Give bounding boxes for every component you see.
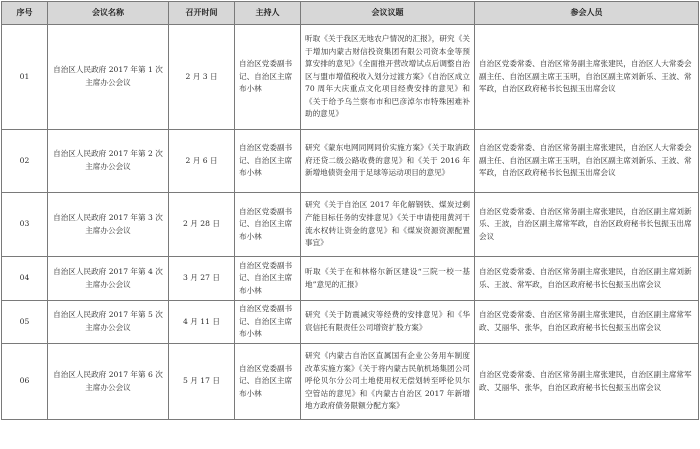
row-seq: 05	[2, 301, 48, 344]
header-date: 召开时间	[169, 2, 235, 25]
header-seq: 序号	[2, 2, 48, 25]
row-name: 自治区人民政府 2017 年第 1 次主席办公会议	[48, 25, 169, 130]
header-topics: 会议议题	[301, 2, 475, 25]
row-name: 自治区人民政府 2017 年第 4 次主席办公会议	[48, 257, 169, 301]
row-seq: 01	[2, 25, 48, 130]
row-topics: 研究《蒙东电网同网同价实施方案》《关于取消政府还贷二级公路收费的意见》和《关于 2016 年新增地债资金用于足球等运动项目的意见》	[301, 130, 475, 193]
row-host: 自治区党委副书记、自治区主席布小林	[235, 25, 301, 130]
row-attendees: 自治区党委常委、自治区常务副主席张建民，自治区副主席常军政、艾丽华、张华，自治区政府秘书长包振玉出席会议	[475, 344, 699, 420]
row-host: 自治区党委副书记、自治区主席布小林	[235, 344, 301, 420]
row-date: 2 月 28 日	[169, 193, 235, 257]
row-seq: 04	[2, 257, 48, 301]
row-name: 自治区人民政府 2017 年第 6 次主席办公会议	[48, 344, 169, 420]
row-date: 5 月 17 日	[169, 344, 235, 420]
header-name: 会议名称	[48, 2, 169, 25]
row-seq: 06	[2, 344, 48, 420]
row-name: 自治区人民政府 2017 年第 2 次主席办公会议	[48, 130, 169, 193]
row-attendees: 自治区党委常委、自治区常务副主席张建民，自治区人大常委会副主任、自治区副主席王玉明，自治区副主席刘新乐、王波、常军政，自治区政府秘书长包振玉出席会议	[475, 25, 699, 130]
header-row	[2, 2, 699, 25]
table-row	[2, 25, 699, 130]
row-host: 自治区党委副书记、自治区主席布小林	[235, 193, 301, 257]
table-row	[2, 193, 699, 257]
header-host: 主持人	[235, 2, 301, 25]
table-row	[2, 301, 699, 344]
row-date: 3 月 27 日	[169, 257, 235, 301]
row-host: 自治区党委副书记、自治区主席布小林	[235, 130, 301, 193]
row-topics: 研究《关于自治区 2017 年化解钢铁、煤炭过剩产能目标任务的安排意见》《关于申请使用黄河干流水权转让资金的意见》和《煤炭资源资源配置事宜》	[301, 193, 475, 257]
row-host: 自治区党委副书记、自治区主席布小林	[235, 301, 301, 344]
row-date: 2 月 6 日	[169, 130, 235, 193]
row-seq: 02	[2, 130, 48, 193]
row-name: 自治区人民政府 2017 年第 3 次主席办公会议	[48, 193, 169, 257]
table-row	[2, 130, 699, 193]
row-attendees: 自治区党委常委、自治区常务副主席张建民，自治区副主席刘新乐、王波、常军政，自治区政府秘书长包振玉出席会议	[475, 257, 699, 301]
row-date: 2 月 3 日	[169, 25, 235, 130]
row-name: 自治区人民政府 2017 年第 5 次主席办公会议	[48, 301, 169, 344]
row-topics: 听取《关于在和林格尔新区建设“三院一校一基地”意见的汇报》	[301, 257, 475, 301]
row-topics: 听取《关于我区无地农户情况的汇报》，研究《关于增加内蒙古财信投资集团有限公司资本金等预算安排的意见》《全面推开营改增试点后调整自治区与盟市增值税收入划分过渡方案》《自治区成立 70 周年大庆重点文化项目经费安排的意见》和《关于给予乌兰察布市和巴彦淖尔市特殊困难补助的意见》	[301, 25, 475, 130]
row-seq: 03	[2, 193, 48, 257]
row-date: 4 月 11 日	[169, 301, 235, 344]
row-attendees: 自治区党委常委、自治区常务副主席张建民，自治区人大常委会副主任、自治区副主席王玉明，自治区副主席刘新乐、王波、常军政，自治区政府秘书长包振玉出席会议	[475, 130, 699, 193]
row-topics: 研究《关于防震减灾等经费的安排意见》和《华宸信托有限责任公司增资扩股方案》	[301, 301, 475, 344]
row-host: 自治区党委副书记、自治区主席布小林	[235, 257, 301, 301]
row-attendees: 自治区党委常委、自治区常务副主席张建民，自治区副主席刘新乐、王波，自治区副主席常军政，自治区政府秘书长包振玉出席会议	[475, 193, 699, 257]
row-attendees: 自治区党委常委、自治区常务副主席张建民，自治区副主席常军政、艾丽华、张华，自治区政府秘书长包振玉出席会议	[475, 301, 699, 344]
header-attendees: 参会人员	[475, 2, 699, 25]
table-row	[2, 344, 699, 420]
row-topics: 研究《内蒙古自治区直属国有企业公务用车制度改革实施方案》《关于将内蒙古民航机场集团公司呼伦贝尔分公司土地使用权无偿划转至呼伦贝尔空管站的意见》和《内蒙古自治区 2017 年新增地方政府债务限额分配方案》	[301, 344, 475, 420]
meetings-table	[1, 1, 699, 420]
table-row	[2, 257, 699, 301]
